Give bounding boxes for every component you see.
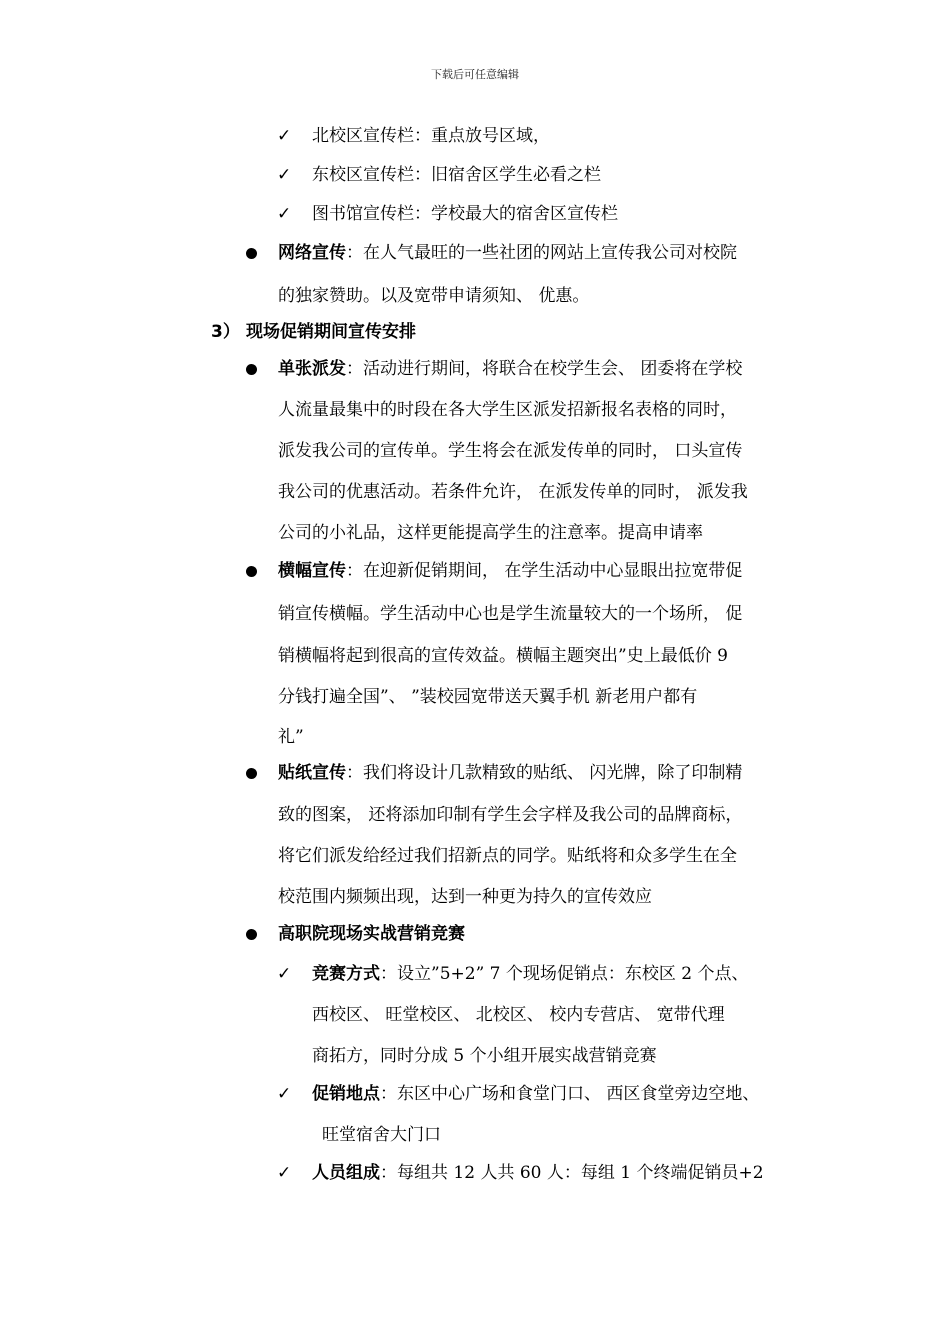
leaflet-line: 人流量最集中的时段在各大学生区派发招新报名表格的同时， [278,400,737,420]
contest-method-line: 商拓方，同时分成 5 个小组开展实战营销竞赛 [312,1046,657,1066]
network-line [278,241,737,265]
contest-staff-title: 人员组成 [312,1163,380,1183]
leaflet-text: ：活动进行期间，将联合在校学生会、 团委将在学校 [346,359,743,379]
network-title: 网络宣传 [278,243,346,263]
contest-method-line: 西校区、 旺堂校区、 北校区、 校内专营店、 宽带代理 [312,1005,725,1025]
section-title: 现场促销期间宣传安排 [246,322,416,342]
banner-text: ：在迎新促销期间， 在学生活动中心显眼出拉宽带促 [346,561,743,581]
banner-line: 礼” [278,727,304,747]
sticker-line: 将它们派发给经过我们招新点的同学。贴纸将和众多学生在全 [278,846,737,866]
contest-place-title: 促销地点 [312,1084,380,1104]
sticker-line: 致的图案， 还将添加印制有学生会字样及我公司的品牌商标， [278,805,743,825]
contest-method-text: ：设立”5+2” 7 个现场促销点：东校区 2 个点、 [380,964,749,984]
banner-line: 销横幅将起到很高的宣传效益。横幅主题突出”史上最低价 9 [278,646,728,666]
page-header: 下载后可任意编辑 [431,68,519,81]
contest-method-title: 竞赛方式 [312,964,380,984]
checkmark-icon: ✓ [277,204,292,224]
checkmark-icon: ✓ [277,126,292,146]
bullet-icon [246,929,257,940]
network-text: ：在人气最旺的一些社团的网站上宣传我公司对校院 [346,243,737,263]
check-item: 北校区宣传栏：重点放号区域， [312,126,550,146]
banner-line: 销宣传横幅。学生活动中心也是学生流量较大的一个场所， 促 [278,604,743,624]
contest-place-line [312,1082,759,1106]
check-item: 图书馆宣传栏：学校最大的宿舍区宣传栏 [312,204,618,224]
sticker-line: 校范围内频频出现，达到一种更为持久的宣传效应 [278,887,652,907]
sticker-title: 贴纸宣传 [278,763,346,783]
leaflet-title: 单张派发 [278,359,346,379]
sticker-text: ：我们将设计几款精致的贴纸、 闪光牌，除了印制精 [346,763,743,783]
leaflet-line: 派发我公司的宣传单。学生将会在派发传单的同时， 口头宣传 [278,441,743,461]
checkmark-icon: ✓ [277,1084,292,1104]
checkmark-icon: ✓ [277,1163,292,1183]
network-line: 的独家赞助。以及宽带申请须知、 优惠。 [278,286,590,306]
checkmark-icon: ✓ [277,165,292,185]
contest-staff-line [312,1161,764,1185]
contest-staff-text: ：每组共 12 人共 60 人：每组 1 个终端促销员+2 [380,1163,764,1183]
section-number: 3） [211,322,240,342]
check-item: 东校区宣传栏：旧宿舍区学生必看之栏 [312,165,601,185]
contest-title: 高职院现场实战营销竞赛 [278,924,465,944]
contest-place-text: ：东区中心广场和食堂门口、 西区食堂旁边空地、 [380,1084,760,1104]
banner-line [278,559,742,583]
bullet-icon [246,566,257,577]
bullet-icon [246,768,257,779]
checkmark-icon: ✓ [277,964,292,984]
sticker-line [278,761,742,785]
contest-title-line [278,922,465,946]
leaflet-line [278,357,742,381]
contest-method-line [312,962,749,986]
banner-line: 分钱打遍全国”、 ”装校园宽带送天翼手机 新老用户都有 [278,687,698,707]
leaflet-line: 我公司的优惠活动。若条件允许， 在派发传单的同时， 派发我 [278,482,748,502]
contest-place-line: 旺堂宿舍大门口 [322,1125,441,1145]
bullet-icon [246,364,257,375]
bullet-icon [246,248,257,259]
leaflet-line: 公司的小礼品，这样更能提高学生的注意率。提高申请率 [278,523,703,543]
banner-title: 横幅宣传 [278,561,346,581]
